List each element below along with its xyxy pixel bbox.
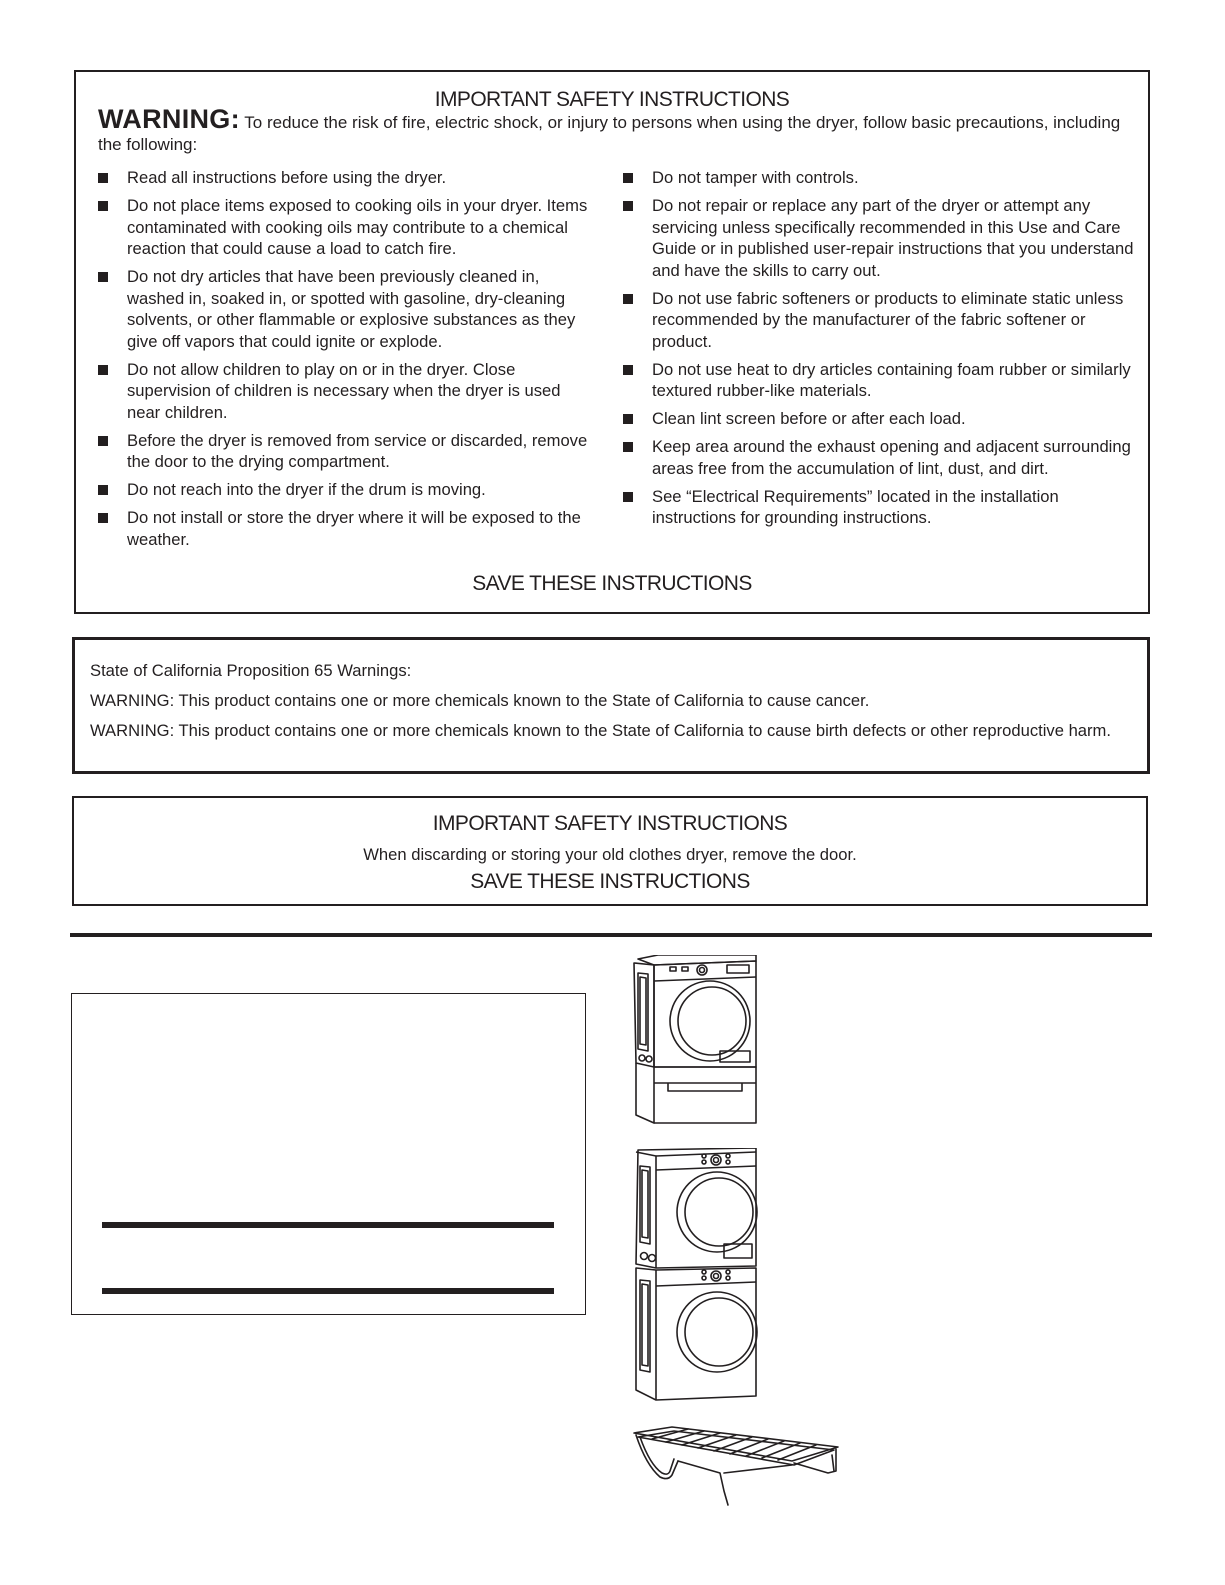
discard-heading: IMPORTANT SAFETY INSTRUCTIONS	[432, 812, 788, 835]
list-item	[98, 359, 598, 424]
list-item	[98, 167, 598, 189]
warning-text: To reduce the risk of fire, electric shock, or injury to persons when using the dryer, follow basic precautions, including the following:	[98, 113, 1121, 154]
panel-rule	[102, 1222, 554, 1228]
drying-rack-icon	[632, 1425, 847, 1510]
square-bullet-icon	[98, 485, 108, 495]
list-item	[623, 195, 1138, 281]
safety-instructions-box	[74, 70, 1150, 614]
list-item	[623, 288, 1138, 353]
stacked-washer-dryer-icon	[632, 1148, 762, 1416]
warning-word: WARNING:	[98, 104, 240, 134]
list-item	[623, 167, 1138, 189]
square-bullet-icon	[623, 173, 633, 183]
list-item-text: Do not tamper with controls.	[652, 168, 859, 187]
list-item-text: See “Electrical Requirements” located in the installation instructions for grounding instructions.	[652, 486, 1059, 527]
list-item	[98, 266, 598, 352]
discard-instructions-box	[72, 796, 1148, 906]
section-divider	[70, 933, 1152, 937]
list-item-text: Do not reach into the dryer if the drum is moving.	[127, 480, 486, 499]
square-bullet-icon	[623, 414, 633, 424]
square-bullet-icon	[98, 201, 108, 211]
square-bullet-icon	[98, 173, 108, 183]
list-item	[623, 359, 1138, 402]
warning-statement	[98, 104, 1128, 156]
prop65-box	[72, 637, 1150, 774]
list-item	[623, 408, 1138, 430]
list-item	[623, 486, 1138, 529]
dryer-on-pedestal-icon	[632, 955, 762, 1135]
square-bullet-icon	[623, 294, 633, 304]
prop65-title: State of California Proposition 65 Warnings:	[90, 661, 412, 680]
square-bullet-icon	[98, 365, 108, 375]
square-bullet-icon	[98, 513, 108, 523]
list-item-text: Do not use heat to dry articles containing foam rubber or similarly textured rubber-like materials.	[652, 359, 1131, 400]
save-instructions-heading: SAVE THESE INSTRUCTIONS	[472, 572, 752, 595]
blank-panel	[71, 993, 586, 1315]
list-item-text: Do not allow children to play on or in the dryer. Close supervision of children is necessary when the dryer is used near children.	[127, 359, 561, 422]
list-item-text: Do not use fabric softeners or products to eliminate static unless recommended by the manufacturer of the fabric softener or product.	[652, 288, 1124, 351]
panel-rule	[102, 1288, 554, 1294]
list-item-text: Do not install or store the dryer where it will be exposed to the weather.	[127, 508, 581, 549]
square-bullet-icon	[623, 365, 633, 375]
square-bullet-icon	[623, 201, 633, 211]
square-bullet-icon	[98, 272, 108, 282]
safety-list-right	[623, 167, 1138, 535]
list-item-text: Before the dryer is removed from service or discarded, remove the door to the drying compartment.	[127, 430, 588, 471]
list-item	[623, 436, 1138, 479]
safety-heading: IMPORTANT SAFETY INSTRUCTIONS	[434, 88, 790, 111]
list-item-text: Do not place items exposed to cooking oils in your dryer. Items contaminated with cooking oils may contribute to a chemical reaction that could cause a load to catch fire.	[127, 196, 588, 258]
list-item-text: Do not dry articles that have been previously cleaned in, washed in, soaked in, or spotted with gasoline, dry-cleaning solvents, or other flammable or explosive substances as they give off vapors that could ignite or explode.	[127, 267, 576, 351]
discard-text: When discarding or storing your old clothes dryer, remove the door.	[363, 845, 857, 864]
list-item-text: Read all instructions before using the dryer.	[127, 168, 447, 187]
discard-save-heading: SAVE THESE INSTRUCTIONS	[470, 870, 750, 893]
list-item-text: Do not repair or replace any part of the dryer or attempt any servicing unless specifically recommended in this Use and Care Guide or in published user-repair instructions that you understand and have the skills to carry out.	[652, 196, 1134, 280]
square-bullet-icon	[98, 436, 108, 446]
prop65-birth-defects-warning: WARNING: This product contains one or more chemicals known to the State of California to cause birth defects or other reproductive harm.	[90, 721, 1111, 740]
square-bullet-icon	[623, 442, 633, 452]
prop65-cancer-warning: WARNING: This product contains one or more chemicals known to the State of California to cause cancer.	[90, 691, 870, 710]
list-item	[98, 507, 598, 550]
list-item	[98, 195, 598, 260]
safety-list-left	[98, 167, 598, 557]
list-item	[98, 479, 598, 501]
list-item-text: Clean lint screen before or after each load.	[652, 409, 966, 428]
list-item	[98, 430, 598, 473]
square-bullet-icon	[623, 492, 633, 502]
list-item-text: Keep area around the exhaust opening and adjacent surrounding areas free from the accumulation of lint, dust, and dirt.	[652, 437, 1131, 478]
